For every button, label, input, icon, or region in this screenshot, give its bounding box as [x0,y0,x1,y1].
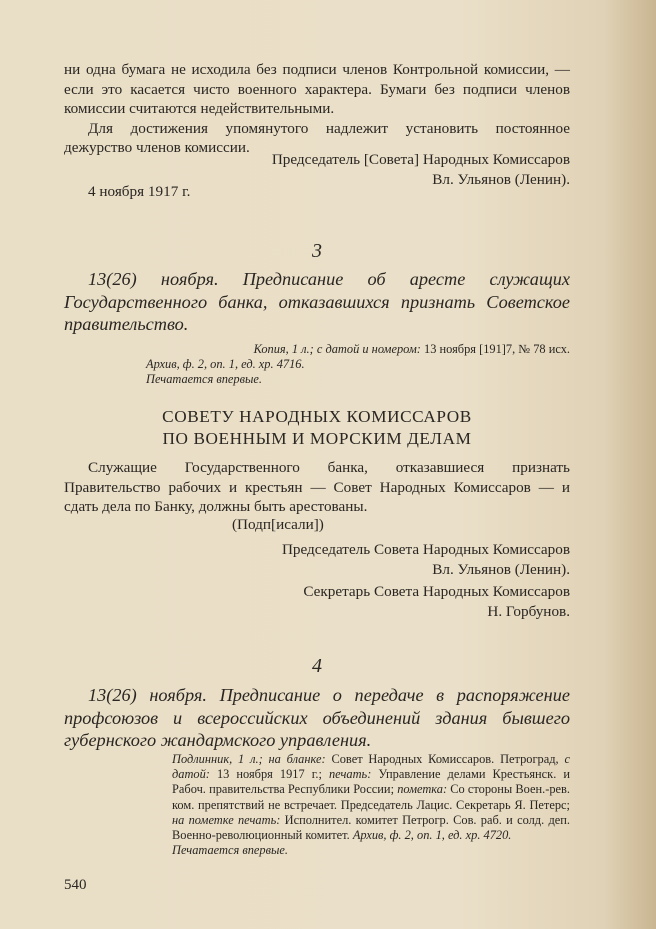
doc4-note-printed: Печатается впервые. [172,843,288,858]
doc3-signature-1-name: Вл. Ульянов (Ленин). [432,560,570,578]
doc3-signature-1 [64,540,570,579]
page-number: 540 [64,877,87,893]
doc4-note-label-2: с датой: [172,752,570,782]
doc4-note-archive: Архив, ф. 2, оп. 1, ед. хр. 4720. [352,828,512,843]
doc3-note-printed: Печатается впервые. [146,372,262,387]
doc4-note-text-3: Управление делами Крестьянск. и Рабоч. правительства Республики России; [172,767,570,797]
doc4-note-text-5: Исполнител. комитет Петрогр. Сов. раб. и солд. деп. Военно-революционный комитет. [172,812,570,843]
doc1-paragraph-2: Для достижения упомянутого надлежит установить постоянное дежурство членов комиссии. [64,119,570,156]
doc1-section [64,60,570,158]
doc4-note-text-1: Совет Народных Комиссаров. Петроград, [331,752,559,766]
doc3-signature-2-name: Н. Горбунов. [487,602,570,620]
doc4-note-text-2: 13 ноября 1917 г.; [216,767,322,782]
doc4-note-label-1: Подлинник, 1 л.; на бланке: [172,752,326,766]
doc3-title: 13(26) ноября. Предписание об аресте служащих Государственного банка, отказавшихся признать Советское правительство. [64,269,570,334]
doc3-heading-line-1: СОВЕТУ НАРОДНЫХ КОМИССАРОВ [162,407,472,426]
doc3-note-archive: Архив, ф. 2, оп. 1, ед. хр. 4716. [146,357,305,372]
doc3-signed: (Подп[исали]) [232,516,324,533]
doc3-note-label: Копия, 1 л.; с датой и номером: [253,342,421,356]
doc3-signature-2-title: Секретарь Совета Народных Комиссаров [303,583,570,600]
doc4-note-label-3: печать: [328,767,372,782]
doc3-signature-1-title: Председатель Совета Народных Комиссаров [281,541,570,558]
doc3-heading-line-2: ПО ВОЕННЫМ И МОРСКИМ ДЕЛАМ [162,429,472,448]
doc4-note-label-5: на пометке печать: [172,812,281,827]
doc3-archival-note [146,342,570,388]
doc3-heading [64,406,570,450]
doc4-title: 13(26) ноября. Предписание о передаче в распоряжение профсоюзов и всероссийских объединений здания бывшего губернского жандармского управления. [64,685,570,750]
doc3-number: 3 [312,240,322,262]
doc1-signature-title: Председатель [Совета] Народных Комиссаров [271,151,570,168]
doc3-note-text: 13 ноября [191]7, № 78 исх. [424,342,570,356]
doc1-signature-name: Вл. Ульянов (Ленин). [432,170,570,188]
doc3-body: Служащие Государственного банка, отказавшиеся признать Правительство рабочих и крестьян — Совет Народных Комиссаров — и сдать дела по Банку, должны быть арестованы. [64,459,570,515]
doc4-note-text-4: Со стороны Воен.-рев. ком. препятствий не встречает. Председатель Лацис. Секретарь Я. Петерс; [172,782,570,812]
doc1-paragraph-1: ни одна бумага не исходила без подписи членов Контрольной комиссии, — если это касается чисто военного характера. Бумаги без подписи членов комиссии считаются недействительными. [64,61,570,117]
doc3-signature-2 [64,582,570,621]
doc1-date: 4 ноября 1917 г. [88,183,191,200]
doc4-number: 4 [312,655,322,677]
doc4-note-label-4: пометка: [397,782,448,797]
doc4-archival-note [172,752,570,858]
